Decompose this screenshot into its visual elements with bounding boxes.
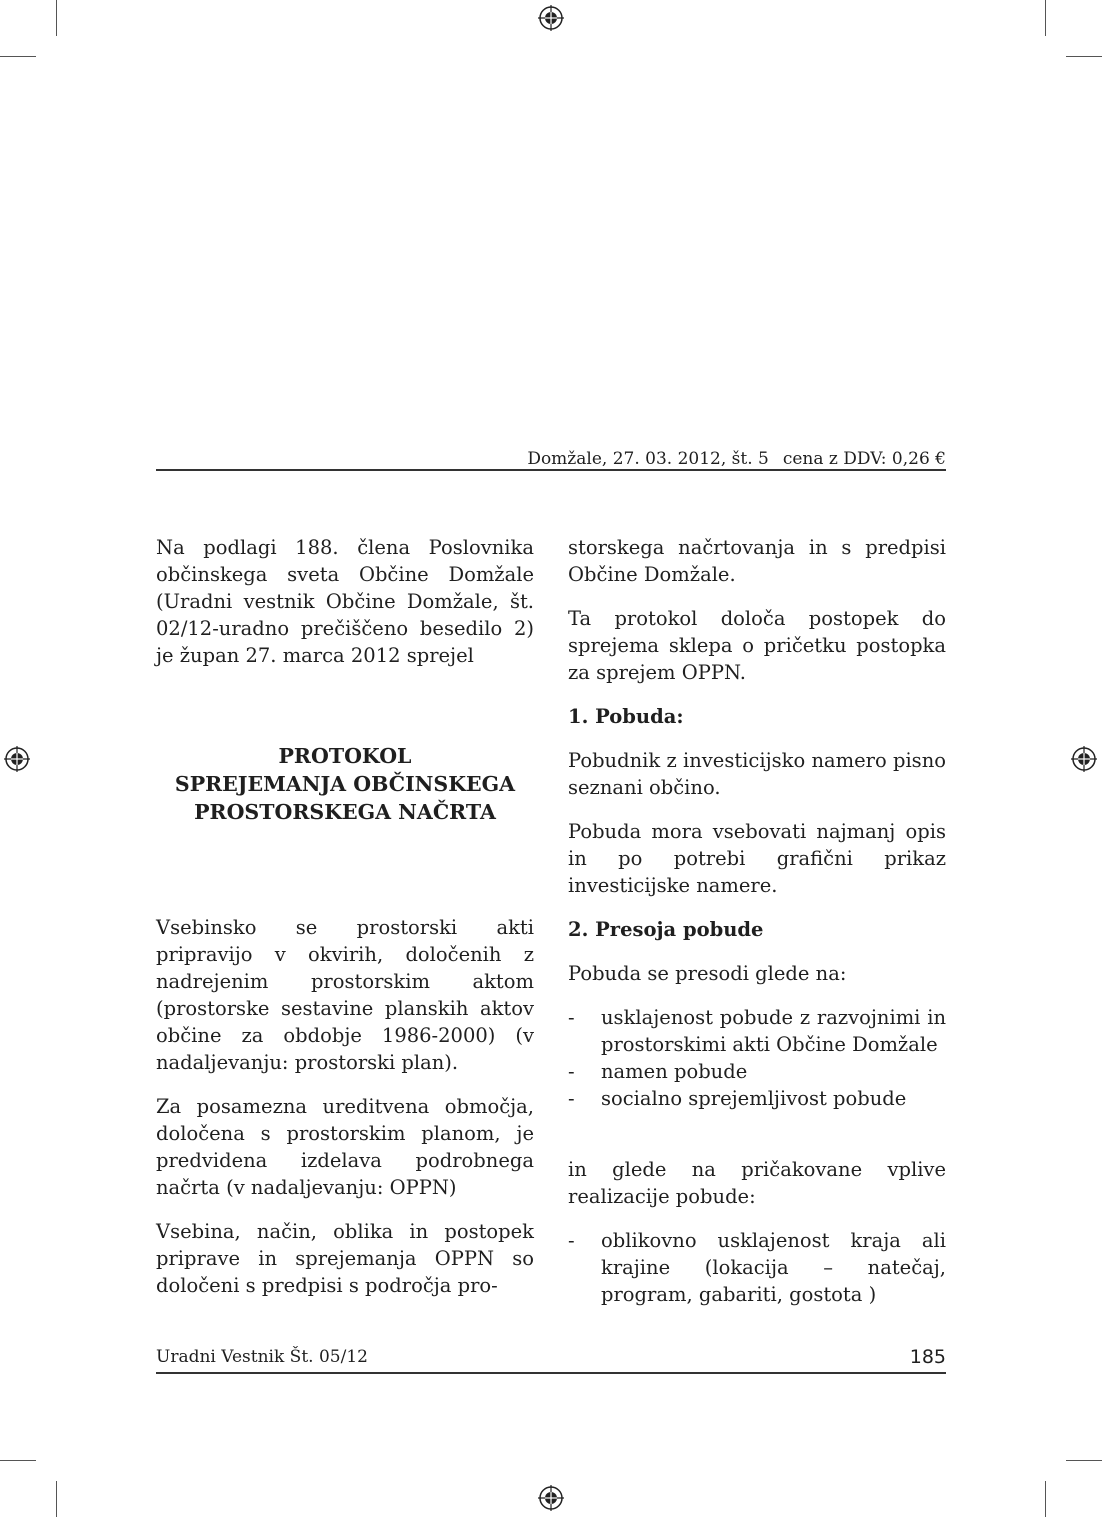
dash-bullet: - bbox=[568, 1087, 575, 1110]
dash-bullet: - bbox=[568, 1060, 575, 1083]
registration-mark-icon bbox=[538, 5, 564, 31]
list-item-text: socialno sprejemljivost pobude bbox=[601, 1087, 907, 1110]
title-line: PROSTORSKEGA NAČRTA bbox=[194, 800, 496, 824]
crop-mark bbox=[1045, 0, 1046, 36]
dash-bullet: - bbox=[568, 1229, 575, 1252]
footer-rule bbox=[156, 1372, 946, 1374]
criteria-list bbox=[568, 1004, 946, 1112]
page-footer bbox=[156, 1345, 946, 1369]
crop-mark bbox=[1066, 56, 1102, 57]
body-paragraph: in glede na pričakovane vplive realizacije pobude: bbox=[568, 1158, 946, 1208]
crop-mark bbox=[0, 56, 36, 57]
right-column bbox=[568, 534, 946, 1308]
section-heading: 1. Pobuda: bbox=[568, 705, 684, 728]
registration-mark-icon bbox=[1071, 746, 1097, 772]
registration-mark-icon bbox=[538, 1485, 564, 1511]
dash-bullet: - bbox=[568, 1006, 575, 1029]
crop-mark bbox=[56, 0, 57, 36]
header-rule bbox=[156, 469, 946, 471]
impact-list bbox=[568, 1227, 946, 1308]
continuation-paragraph: storskega načrtovanja in s predpisi Občine Domžale. bbox=[568, 536, 946, 586]
crop-mark bbox=[1045, 1481, 1046, 1517]
crop-mark bbox=[0, 1460, 36, 1461]
registration-mark-icon bbox=[4, 746, 30, 772]
body-paragraph: Ta protokol določa postopek do sprejema sklepa o pričetku postopka za sprejem OPPN. bbox=[568, 607, 946, 684]
list-item-text: oblikovno usklajenost kraja ali krajine (lokacija – natečaj, program, gabariti, gostota ) bbox=[601, 1229, 946, 1306]
left-column-intro bbox=[156, 534, 534, 686]
body-paragraph: Pobudnik z investicijsko namero pisno seznani občino. bbox=[568, 749, 946, 799]
page-number: 185 bbox=[909, 1346, 946, 1368]
left-column-body bbox=[156, 914, 534, 1316]
document-title bbox=[156, 742, 534, 826]
crop-mark bbox=[56, 1481, 57, 1517]
body-paragraph: Pobuda se presodi glede na: bbox=[568, 962, 847, 985]
list-item bbox=[568, 1004, 946, 1058]
list-item bbox=[568, 1227, 946, 1308]
body-paragraph: Za posamezna ureditvena območja, določena s prostorskim planom, je predvidena izdelava podrobnega načrta (v nadaljevanju: OPPN) bbox=[156, 1095, 534, 1199]
footer-publication: Uradni Vestnik Št. 05/12 bbox=[156, 1347, 368, 1367]
title-line: PROTOKOL bbox=[278, 744, 412, 768]
section-heading: 2. Presoja pobude bbox=[568, 918, 764, 941]
header-issue: Domžale, 27. 03. 2012, št. 5 bbox=[527, 449, 769, 469]
list-item bbox=[568, 1085, 946, 1112]
intro-paragraph: Na podlagi 188. člena Poslovnika občinskega sveta Občine Domžale (Uradni vestnik Občine Domžale, št. 02/12-uradno prečiščeno besedilo 2) je župan 27. marca 2012 sprejel bbox=[156, 536, 534, 667]
body-paragraph: Vsebina, način, oblika in postopek priprave in sprejemanja OPPN so določeni s predpisi s področja pro- bbox=[156, 1220, 534, 1297]
list-item-text: namen pobude bbox=[601, 1060, 748, 1083]
body-paragraph: Pobuda mora vsebovati najmanj opis in po potrebi grafični prikaz investicijske namere. bbox=[568, 820, 946, 897]
list-item bbox=[568, 1058, 946, 1085]
running-header bbox=[156, 448, 946, 470]
header-price: cena z DDV: 0,26 € bbox=[782, 449, 946, 469]
body-paragraph: Vsebinsko se prostorski akti pripravijo v okvirih, določenih z nadrejenim prostorskim aktom (prostorske sestavine planskih aktov občine za obdobje 1986-2000) (v nadaljevanju: prostorski plan). bbox=[156, 916, 534, 1074]
title-line: SPREJEMANJA OBČINSKEGA bbox=[174, 772, 516, 796]
crop-mark bbox=[1066, 1460, 1102, 1461]
list-item-text: usklajenost pobude z razvojnimi in prostorskimi akti Občine Domžale bbox=[601, 1006, 946, 1056]
